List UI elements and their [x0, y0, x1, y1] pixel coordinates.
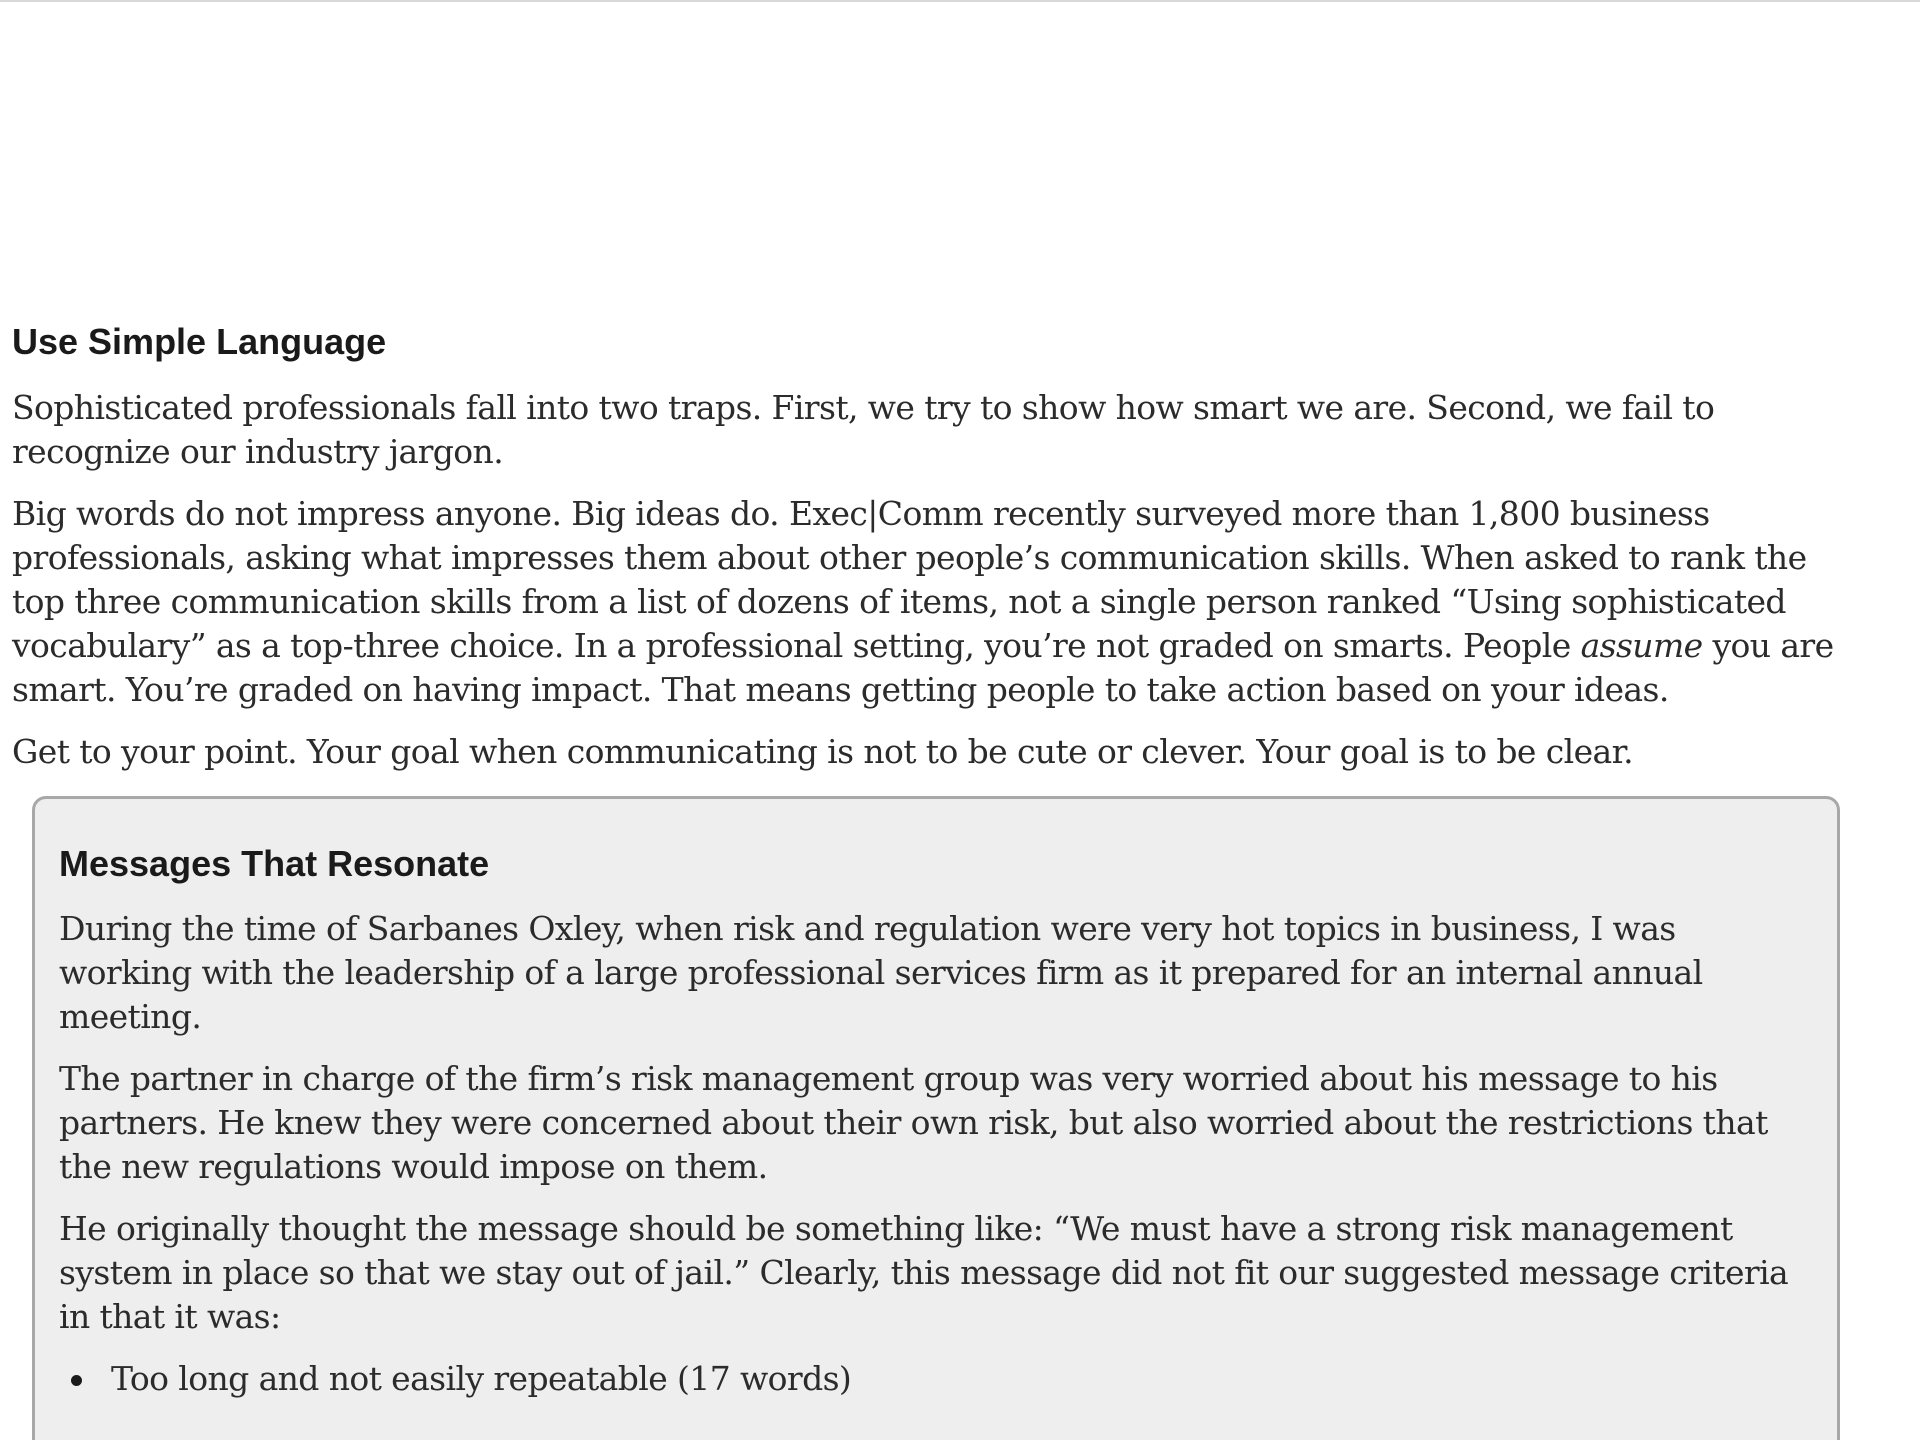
sidebar-box	[32, 796, 1840, 1440]
sidebar-paragraph-2: The partner in charge of the firm’s risk management group was very worried about his message to his partners. He knew they were concerned about their own risk, but also worried about the restrictions that the new regulations would impose on them.	[59, 1059, 1768, 1186]
sidebar-heading: Messages That Resonate	[59, 843, 490, 884]
section-paragraph-3: Get to your point. Your goal when communicating is not to be cute or clever. Your goal is to be clear.	[12, 732, 1634, 771]
paragraph-2-emphasis: assume	[1580, 626, 1703, 665]
list-item	[59, 1357, 1813, 1401]
section-paragraph-2	[12, 492, 1842, 712]
section-paragraph-1: Sophisticated professionals fall into two traps. First, we try to show how smart we are. Second, we fail to recognize our industry jargon.	[12, 388, 1715, 471]
sidebar-bullet-list	[59, 1357, 1813, 1401]
sidebar-paragraph-3: He originally thought the message should be something like: “We must have a strong risk management system in place so that we stay out of jail.” Clearly, this message did not fit our suggested message criteria in that it was:	[59, 1209, 1789, 1336]
bullet-text: Too long and not easily repeatable (17 words)	[111, 1359, 852, 1398]
document-content	[12, 318, 1842, 1440]
sidebar-paragraph-1: During the time of Sarbanes Oxley, when risk and regulation were very hot topics in business, I was working with the leadership of a large professional services firm as it prepared for an internal annual meeting.	[59, 909, 1703, 1036]
paragraph-2-text-end: you are smart. You’re graded on having impact. That means getting people to take action based on your ideas.	[12, 626, 1834, 709]
bullet-icon	[71, 1375, 82, 1386]
section-heading: Use Simple Language	[12, 321, 387, 362]
paragraph-2-text-start: Big words do not impress anyone. Big ideas do. Exec|Comm recently surveyed more than 1,800 business professionals, asking what impresses them about other people’s communication skills. When asked to rank the top three communication skills from a list of dozens of items, not a single person ranked “Using sophisticated vocabulary” as a top-three choice. In a professional setting, you’re not graded on smarts. People	[12, 494, 1807, 665]
top-divider	[0, 0, 1920, 2]
